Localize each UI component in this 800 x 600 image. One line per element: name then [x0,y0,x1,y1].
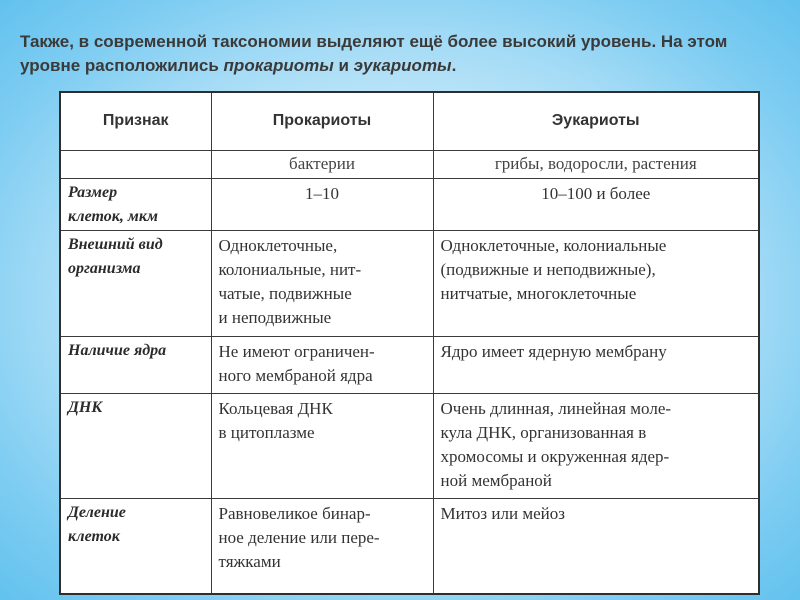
feature-line: организма [68,259,141,277]
feature-cell [60,178,211,230]
intro-part1: Также, в современной таксономии выделяют ещё более высокий уровень. На этом уровне расположились [20,32,728,75]
table-header-row [60,92,759,150]
table-row [60,393,759,498]
feature-cell [60,230,211,336]
feature-line: Внешний вид [68,235,163,253]
feature-cell [60,336,211,393]
subtitle-prokaryotes: бактерии [211,150,433,178]
feature-line: Размер [68,183,118,201]
cell-line: кула ДНК, организованная в [440,422,647,442]
feature-line: Наличие ядра [68,341,167,359]
cell-line: в цитоплазме [218,422,315,442]
subtitle-eukaryotes: грибы, водоросли, растения [433,150,759,178]
prokaryotes-cell [211,498,433,594]
feature-line: ДНК [68,398,103,416]
cell-line: Кольцевая ДНК [218,398,333,418]
cell-line: чатые, подвижные [218,283,352,303]
intro-and: и [333,56,354,75]
cell-line: тяжками [218,551,281,571]
header-eukaryotes: Эукариоты [433,92,759,150]
comparison-table-container [59,91,758,595]
eukaryotes-cell [433,230,759,336]
prokaryotes-cell [211,336,433,393]
intro-end: . [451,56,457,75]
feature-line: клеток, мкм [68,207,158,225]
cell-line: ной мембраной [440,470,552,490]
eukaryotes-cell [433,178,759,230]
table-subtitle-row [60,150,759,178]
eukaryotes-cell [433,498,759,594]
cell-line: хромосомы и окруженная ядер- [440,446,670,466]
cell-line: (подвижные и неподвижные), [440,259,656,279]
intro-eukaryotes: эукариоты [353,56,452,75]
cell-line: Не имеют ограничен- [218,341,375,361]
cell-line: нитчатые, многоклеточные [440,283,637,303]
intro-text [20,30,792,78]
prokaryotes-cell [211,178,433,230]
table-row [60,230,759,336]
cell-line: Митоз или мейоз [440,503,565,523]
feature-line: клеток [68,527,120,545]
eukaryotes-cell [433,393,759,498]
cell-line: 10–100 и более [541,183,651,203]
table-row [60,498,759,594]
prokaryotes-cell [211,393,433,498]
header-prokaryotes: Прокариоты [211,92,433,150]
cell-line: и неподвижные [218,307,332,327]
cell-line: Равновеликое бинар- [218,503,371,523]
cell-line: ное деление или пере- [218,527,380,547]
table-row [60,178,759,230]
table-row [60,336,759,393]
subtitle-empty-cell [60,150,211,178]
header-feature: Признак [60,92,211,150]
cell-line: Одноклеточные, [218,235,338,255]
feature-cell [60,393,211,498]
feature-line: Деление [68,503,126,521]
intro-prokaryotes: прокариоты [223,56,334,75]
cell-line: Очень длинная, линейная моле- [440,398,672,418]
cell-line: колониальные, нит- [218,259,362,279]
cell-line: 1–10 [305,183,339,203]
comparison-table [59,91,760,595]
feature-cell [60,498,211,594]
cell-line: Одноклеточные, колониальные [440,235,667,255]
cell-line: Ядро имеет ядерную мембрану [440,341,667,361]
cell-line: ного мембраной ядра [218,365,373,385]
eukaryotes-cell [433,336,759,393]
prokaryotes-cell [211,230,433,336]
